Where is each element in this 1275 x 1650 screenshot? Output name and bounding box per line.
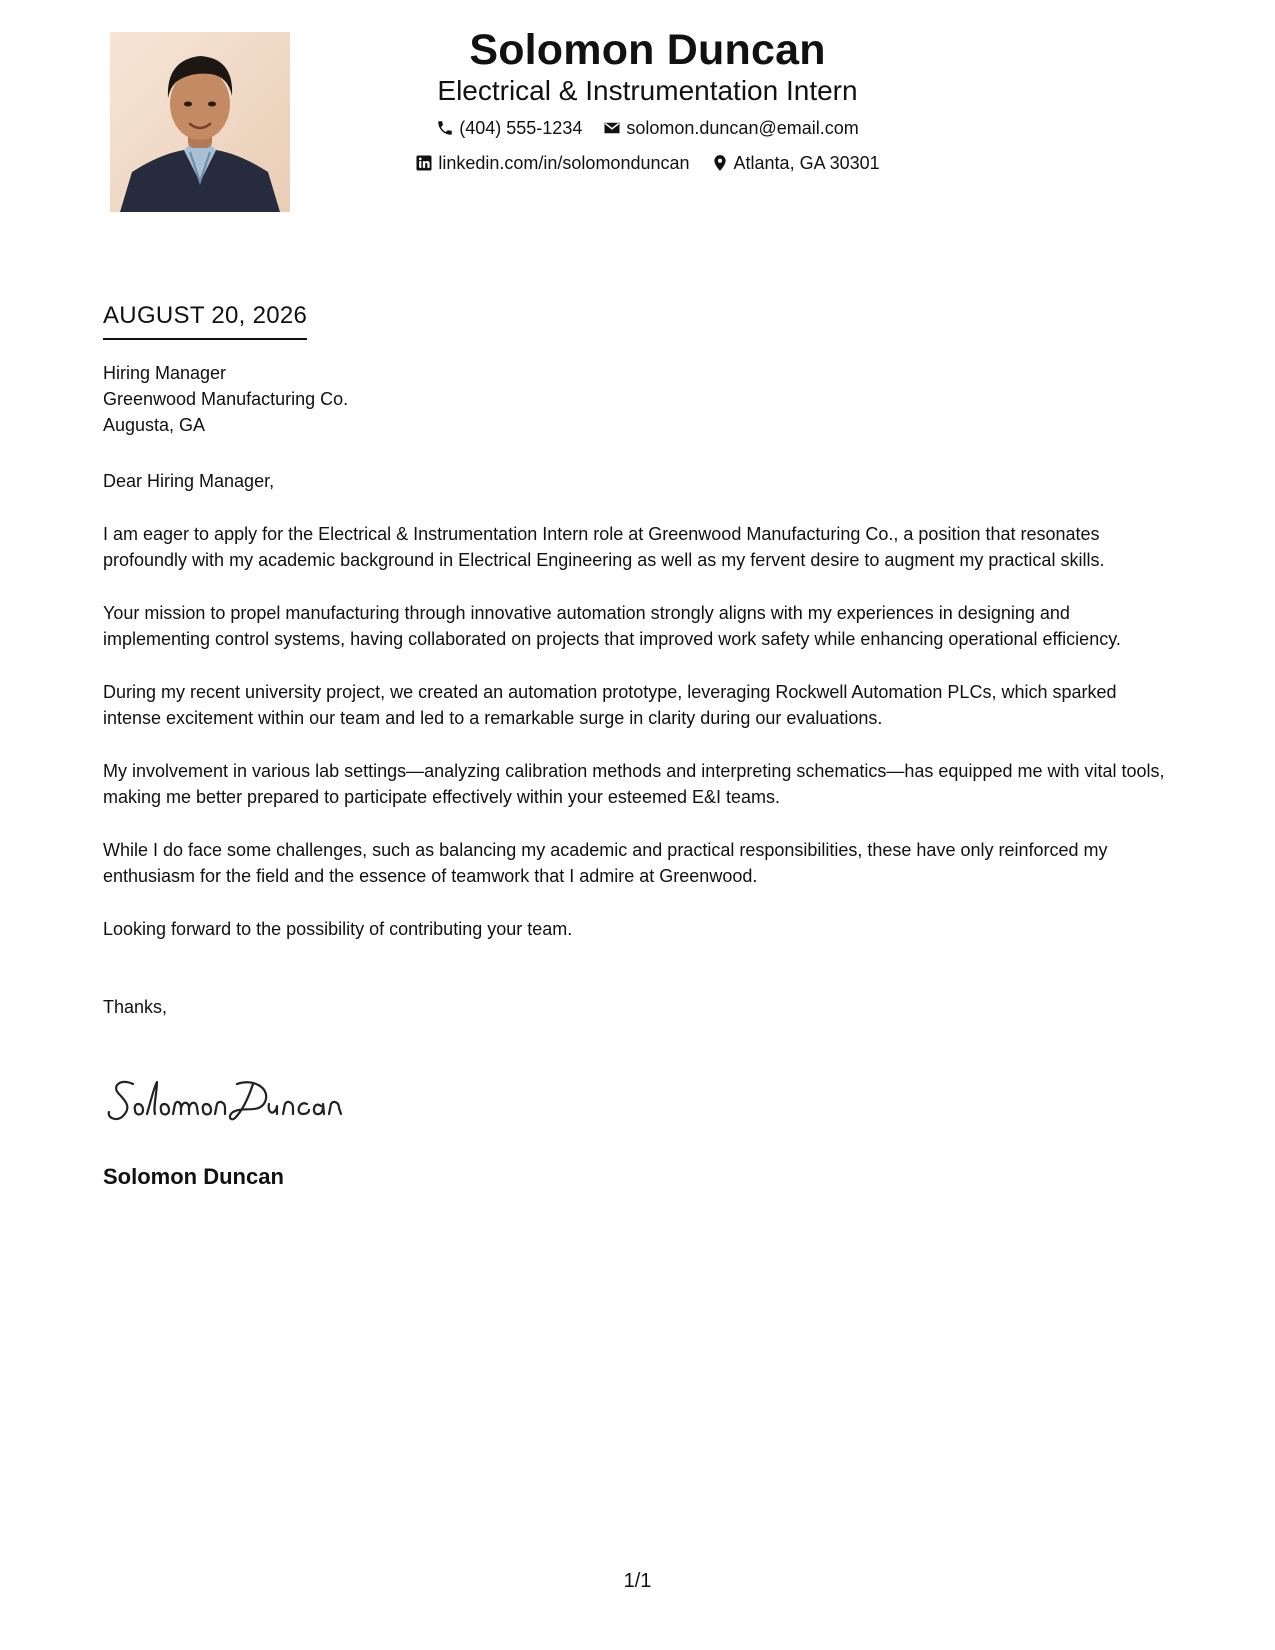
body-paragraph: While I do face some challenges, such as balancing my academic and practical responsibilities, these have only reinforced my enthusiasm for the field and the essence of teamwork that I admire at Greenwood. bbox=[103, 840, 1108, 886]
contact-line-primary bbox=[340, 116, 955, 143]
recipient-block bbox=[103, 360, 348, 438]
contact-email-text: solomon.duncan@email.com bbox=[626, 118, 859, 138]
contact-email[interactable] bbox=[603, 116, 858, 140]
applicant-job-title: Electrical & Instrumentation Intern bbox=[437, 75, 858, 106]
recipient-line: Hiring Manager bbox=[103, 363, 227, 383]
linkedin-icon bbox=[415, 154, 433, 172]
contact-line-secondary bbox=[340, 151, 955, 178]
envelope-icon bbox=[603, 119, 621, 137]
body-paragraph: During my recent university project, we created an automation prototype, leveraging Rockwell Automation PLCs, which sparked intense excitement within our team and led to a remarkable surge in clarity during our evaluations. bbox=[103, 682, 1117, 728]
contact-location bbox=[711, 151, 880, 175]
salutation: Dear Hiring Manager, bbox=[103, 471, 275, 491]
body-paragraph: Your mission to propel manufacturing through innovative automation strongly aligns with my experiences in designing and implementing control systems, having collaborated on projects that improved work safety while enhancing operational efficiency. bbox=[103, 603, 1121, 649]
profile-photo bbox=[110, 32, 290, 212]
printed-name: Solomon Duncan bbox=[103, 1164, 284, 1189]
contact-phone-text: (404) 555-1234 bbox=[459, 118, 583, 138]
portrait-image bbox=[110, 32, 290, 212]
body-paragraph: I am eager to apply for the Electrical & Instrumentation Intern role at Greenwood Manufacturing Co., a position that resonates profoundly with my academic background in Electrical Engineering as well as my fervent desire to augment my practical skills. bbox=[103, 524, 1105, 570]
recipient-line: Greenwood Manufacturing Co. bbox=[103, 389, 349, 409]
letter-body bbox=[103, 468, 1178, 1047]
contact-phone[interactable] bbox=[436, 116, 582, 140]
letter-date: AUGUST 20, 2026 bbox=[103, 300, 307, 340]
recipient-line: Augusta, GA bbox=[103, 415, 206, 435]
letter-header bbox=[340, 22, 955, 178]
map-pin-icon bbox=[711, 154, 729, 172]
contact-location-text: Atlanta, GA 30301 bbox=[733, 153, 880, 173]
closing: Thanks, bbox=[103, 997, 168, 1017]
handwritten-signature bbox=[103, 1070, 363, 1130]
signature-image bbox=[103, 1070, 363, 1130]
applicant-name: Solomon Duncan bbox=[469, 26, 826, 74]
body-paragraph: Looking forward to the possibility of contributing your team. bbox=[103, 919, 573, 939]
page-number: 1/1 bbox=[623, 1570, 652, 1592]
contact-linkedin[interactable] bbox=[415, 151, 689, 175]
contact-linkedin-text: linkedin.com/in/solomonduncan bbox=[438, 153, 690, 173]
phone-icon bbox=[436, 119, 454, 137]
body-paragraph: My involvement in various lab settings—analyzing calibration methods and interpreting schematics—has equipped me with vital tools, making me better prepared to participate effectively within your esteemed E&I teams. bbox=[103, 761, 1165, 807]
